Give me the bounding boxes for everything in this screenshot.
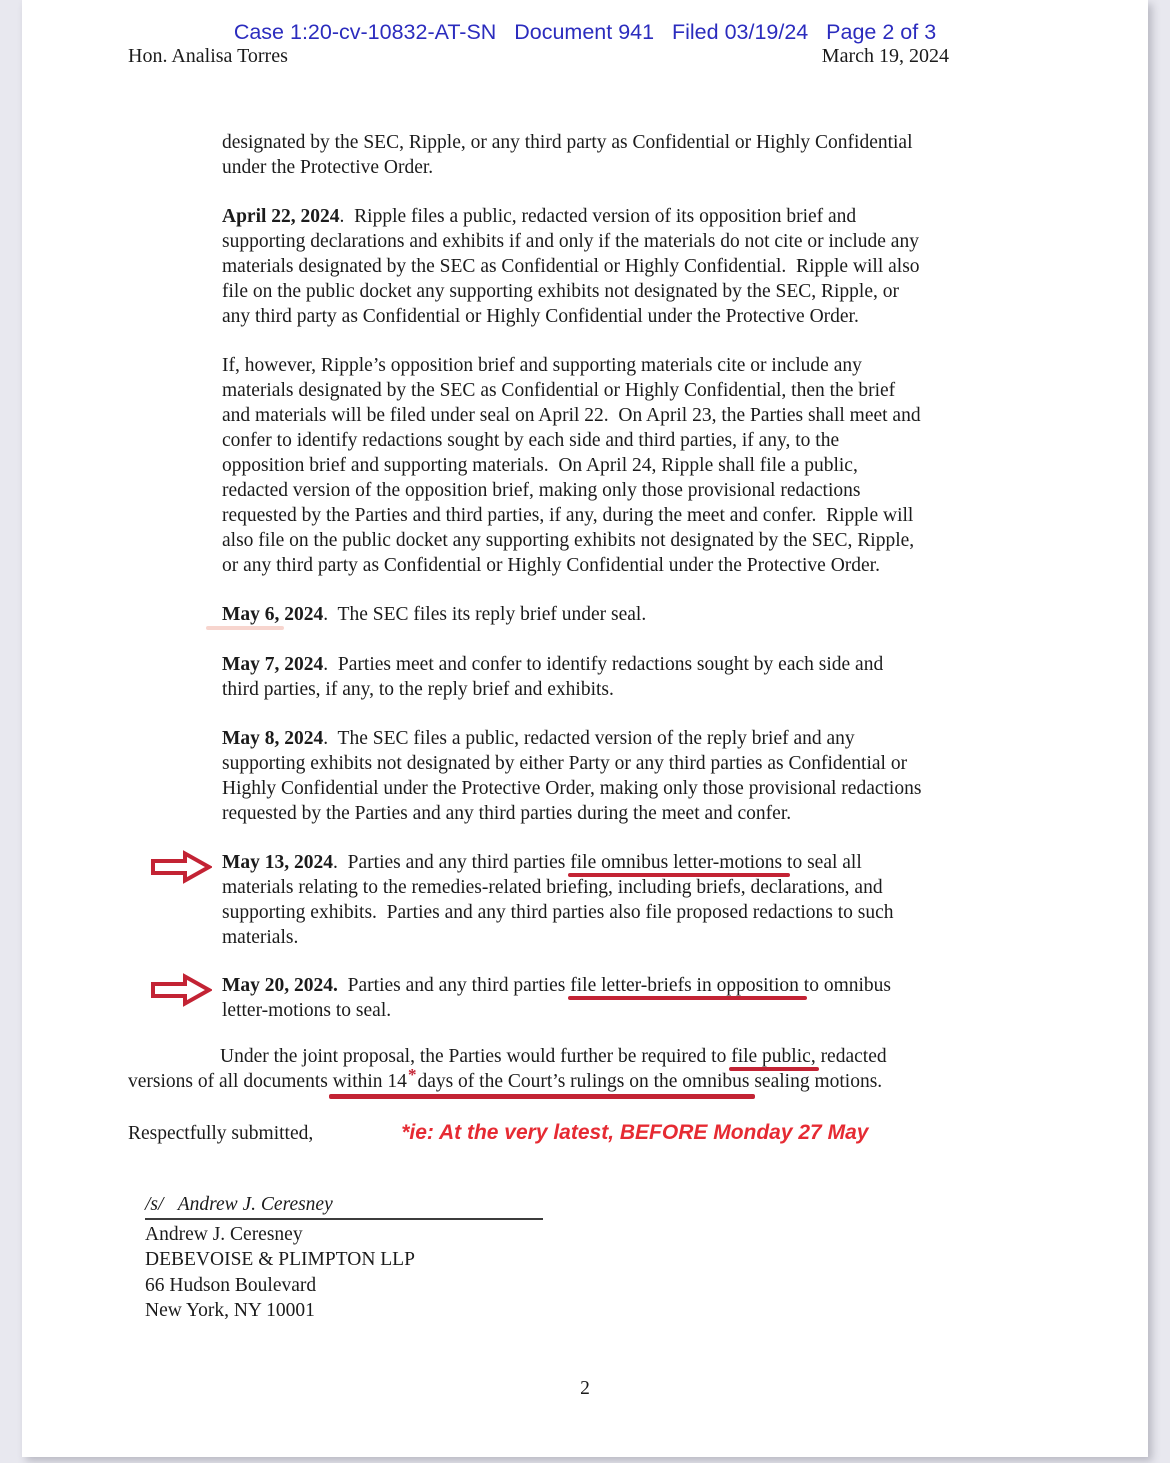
text-segment: Under the joint proposal, the Parties would further be required to <box>220 1046 732 1067</box>
text-segment: also file on the public docket any supporting exhibits not designated by the SEC, Ripple, <box>222 530 915 551</box>
respectfully-submitted: Respectfully submitted, <box>128 1123 314 1144</box>
text-segment: May 7, 2024 <box>222 654 324 675</box>
para-may-13 <box>222 850 1148 950</box>
text-segment: . Parties and any third parties <box>333 852 571 873</box>
red-annotation-note: *ie: At the very latest, BEFORE Monday 27 May <box>401 1121 869 1144</box>
document-body <box>22 130 1148 1094</box>
text-segment: under the Protective Order. <box>222 157 434 178</box>
text-segment: . Ripple files a public, redacted version of its opposition brief and <box>339 206 857 227</box>
text-segment: opposition brief and supporting materials. On April 24, Ripple shall file a public, <box>222 455 858 476</box>
signature-line <box>145 1192 543 1220</box>
text-segment: April 22, 2024 <box>222 206 340 227</box>
text-segment: within 14 <box>332 1071 407 1092</box>
text-segment: supporting declarations and exhibits if and only if the materials do not cite or include any <box>222 231 919 252</box>
red-arrow-icon <box>150 850 212 884</box>
text-segment: May 13, 2024 <box>222 852 334 873</box>
para-may-8 <box>222 726 1148 826</box>
signature-line-row <box>145 1192 1148 1222</box>
text-segment: sealing motions. <box>749 1071 883 1092</box>
red-asterisk: * <box>407 1065 417 1084</box>
text-segment: designated by the SEC, Ripple, or any third party as Confidential or Highly Confidential <box>222 132 913 153</box>
text-segment: letter-motions to seal. <box>222 1000 392 1021</box>
text-segment: Highly Confidential under the Protective Order, making only those provisional redactions <box>222 778 922 799</box>
text-segment: materials designated by the SEC as Confidential or Highly Confidential, then the brief <box>222 380 896 401</box>
judge-name: Hon. Analisa Torres <box>128 45 288 67</box>
text-segment: May 8, 2024 <box>222 728 324 749</box>
text-segment: May 6, 2024 <box>222 604 324 625</box>
text-segment: Parties and any third parties <box>337 975 571 996</box>
court-filing-stamp: Case 1:20-cv-10832-AT-SN Document 941 Filed 03/19/24 Page 2 of 3 <box>233 20 937 44</box>
red-underlined-text: file letter-briefs in opposition <box>570 975 799 996</box>
document-page <box>22 0 1148 1457</box>
text-segment: file on the public docket any supporting exhibits not designated by the SEC, Ripple, or <box>222 281 899 302</box>
para-if-however <box>222 353 1148 578</box>
text-segment: supporting exhibits. Parties and any third parties also file proposed redactions to such <box>222 902 894 923</box>
page-number: 2 <box>580 1377 590 1399</box>
address-line-2: New York, NY 10001 <box>145 1300 315 1321</box>
text-segment: days of the Court’s rulings on the omnibus <box>417 1071 750 1092</box>
text-segment: third parties, if any, to the reply brief and exhibits. <box>222 679 614 700</box>
para-may-7 <box>222 652 1148 702</box>
text-segment: redacted version of the opposition brief, making only those provisional redactions <box>222 480 861 501</box>
text-segment: to omnibus <box>798 975 892 996</box>
electronic-signature: /s/ Andrew J. Ceresney <box>145 1194 333 1215</box>
text-segment: May 20, 2024. <box>222 975 338 996</box>
red-underlined-text: file public <box>731 1046 811 1067</box>
law-firm-name: DEBEVOISE & PLIMPTON LLP <box>145 1249 415 1270</box>
red-underlined-text <box>332 1065 750 1092</box>
text-segment: requested by the Parties and any third parties during the meet and confer. <box>222 803 792 824</box>
signer-name: Andrew J. Ceresney <box>145 1223 303 1245</box>
text-segment: . The SEC files a public, redacted version of the reply brief and any <box>323 728 855 749</box>
text-segment: materials. <box>222 927 299 948</box>
document-subheader <box>128 44 949 68</box>
text-segment: . Parties meet and confer to identify redactions sought by each side and <box>323 654 884 675</box>
text-segment: materials designated by the SEC as Confidential or Highly Confidential. Ripple will also <box>222 256 920 277</box>
para-may-20 <box>222 973 1148 1023</box>
signature-block <box>145 1192 1148 1324</box>
text-segment: requested by the Parties and third parties, if any, during the meet and confer. Ripple will <box>222 505 914 526</box>
text-segment: any third party as Confidential or Highly Confidential under the Protective Order. <box>222 306 859 327</box>
red-arrow-icon <box>150 973 212 1007</box>
para-may-6 <box>222 602 1148 625</box>
text-segment: and materials will be filed under seal on April 22. On April 23, the Parties shall meet and <box>222 405 921 426</box>
red-underlined-text: file omnibus letter-motions <box>570 852 783 873</box>
text-segment: or any third party as Confidential or Highly Confidential under the Protective Order. <box>222 555 880 576</box>
text-segment: , redacted <box>810 1046 887 1067</box>
clipped-scan-line <box>222 602 1148 625</box>
para-april-22 <box>222 204 1148 329</box>
text-segment: to seal all <box>782 852 862 873</box>
scan-smudge-artifact <box>206 626 284 630</box>
address-line-1: 66 Hudson Boulevard <box>145 1274 317 1296</box>
text-segment: materials relating to the remedies-related briefing, including briefs, declarations, and <box>222 877 883 898</box>
text-segment: versions of all documents <box>128 1071 333 1092</box>
text-segment: If, however, Ripple’s opposition brief and supporting materials cite or include any <box>222 355 862 376</box>
text-segment: . The SEC files its reply brief under seal. <box>323 604 647 625</box>
filing-date: March 19, 2024 <box>821 45 949 67</box>
text-segment: supporting exhibits not designated by either Party or any third parties as Confidential or <box>222 753 908 774</box>
text-segment: confer to identify redactions sought by each side and third parties, if any, to the <box>222 430 840 451</box>
para-designated <box>222 130 1148 180</box>
closing-row <box>128 1120 1148 1146</box>
para-joint-proposal <box>128 1044 1148 1094</box>
